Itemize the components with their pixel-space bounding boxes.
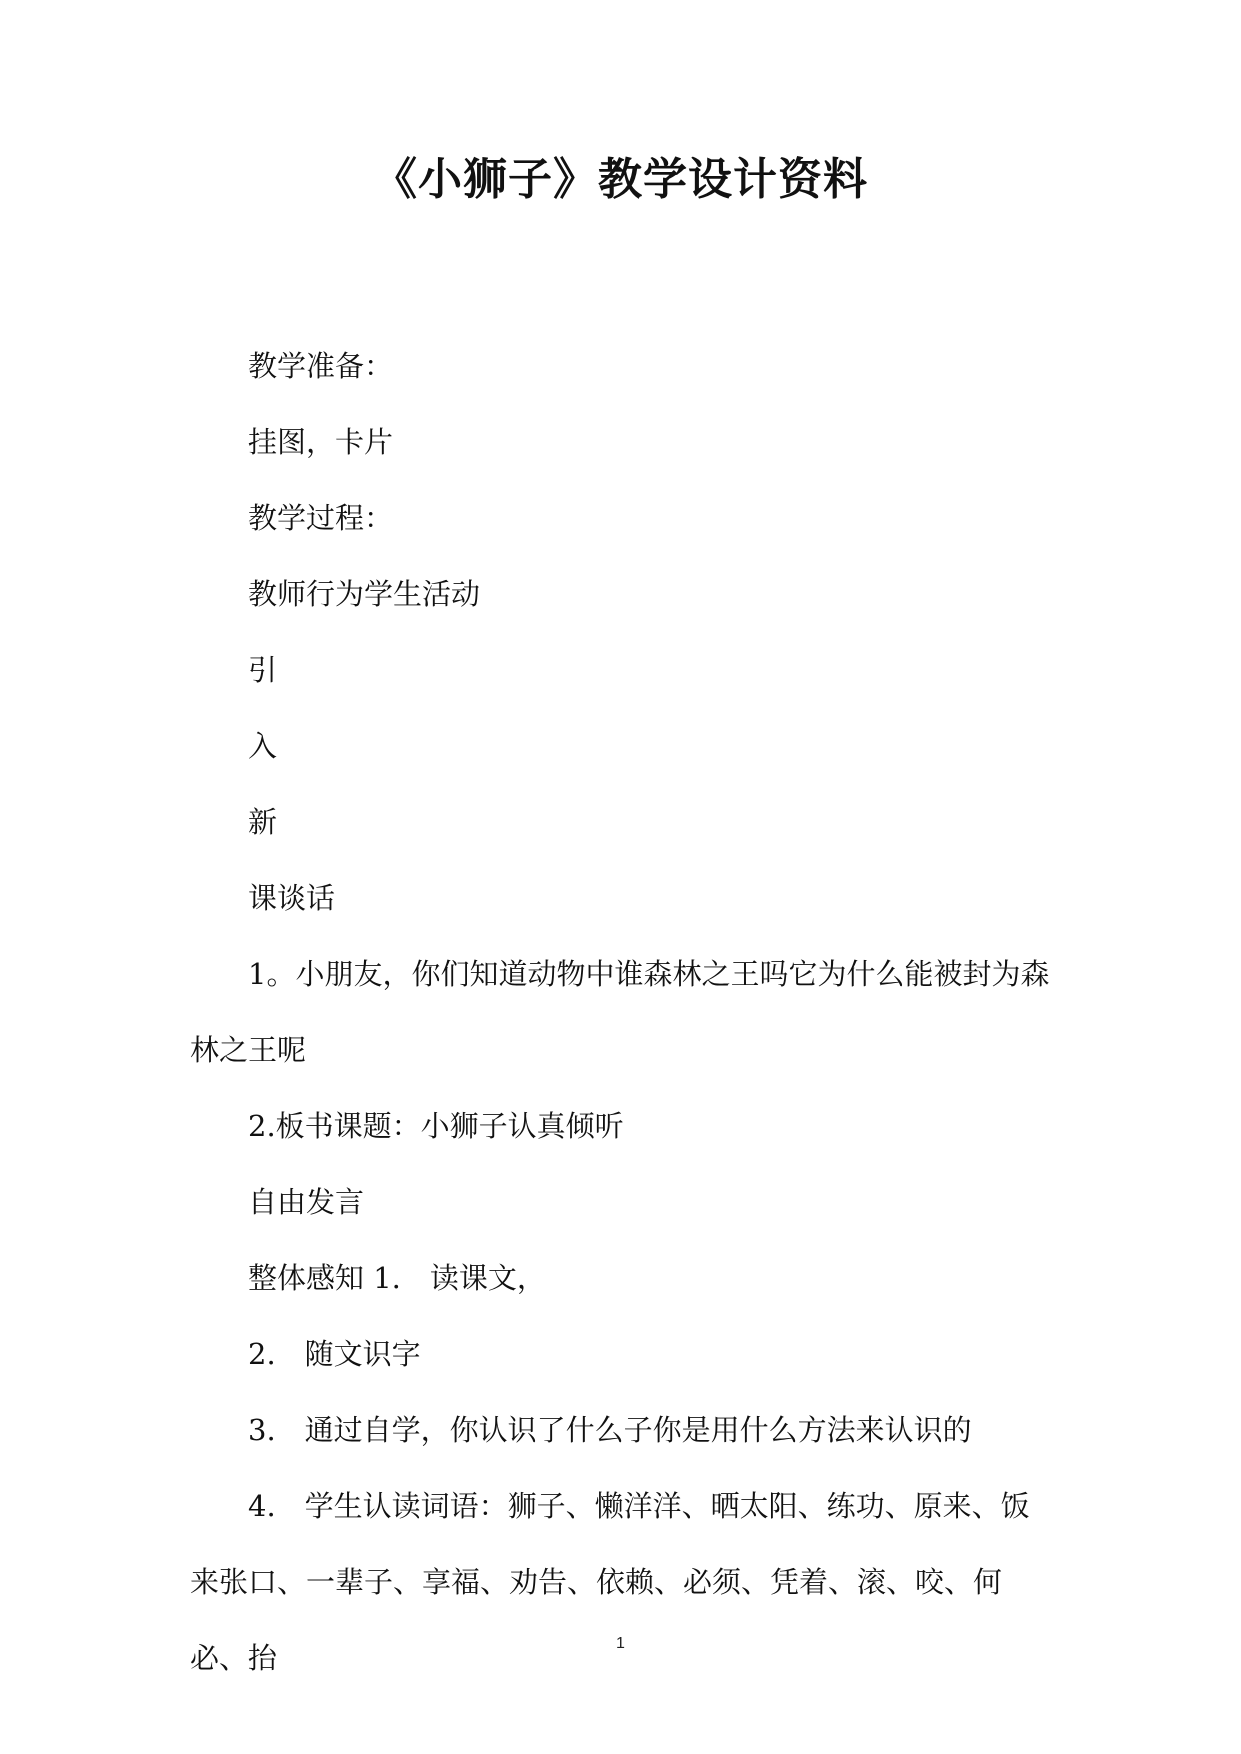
- paragraph-preparation-heading: 教学准备：: [248, 349, 394, 383]
- paragraph-label-1: 引: [248, 653, 278, 687]
- paragraph-board-title: 2.板书课题：小狮子认真倾听: [248, 1109, 624, 1143]
- page-number: 1: [616, 1635, 625, 1652]
- paragraph-talk: 课谈话: [248, 881, 336, 915]
- paragraph-label-3: 新: [248, 805, 278, 839]
- paragraph-vocabulary: 4. 学生认读词语：狮子、懒洋洋、晒太阳、练功、原来、饭来张口、一辈子、享福、劝告、依赖、必须、凭着、滚、咬、何必、抬: [190, 1489, 1030, 1675]
- document-title: 《小狮子》教学设计资料: [373, 154, 868, 205]
- paragraph-label-2: 入: [248, 729, 278, 763]
- paragraph-self-study: 3. 通过自学，你认识了什么子你是用什么方法来认识的: [248, 1413, 972, 1447]
- paragraph-materials: 挂图，卡片: [248, 425, 394, 459]
- paragraph-free-speech: 自由发言: [248, 1185, 365, 1219]
- paragraph-process-heading: 教学过程：: [248, 501, 394, 535]
- paragraph-perception: 整体感知 1. 读课文，: [248, 1261, 546, 1295]
- paragraph-question: 1。小朋友，你们知道动物中谁森林之王吗它为什么能被封为森林之王呢: [190, 957, 1050, 1067]
- paragraph-recognition: 2. 随文识字: [248, 1337, 421, 1371]
- document-body: [190, 328, 1050, 1696]
- paragraph-columns: 教师行为学生活动: [248, 577, 481, 611]
